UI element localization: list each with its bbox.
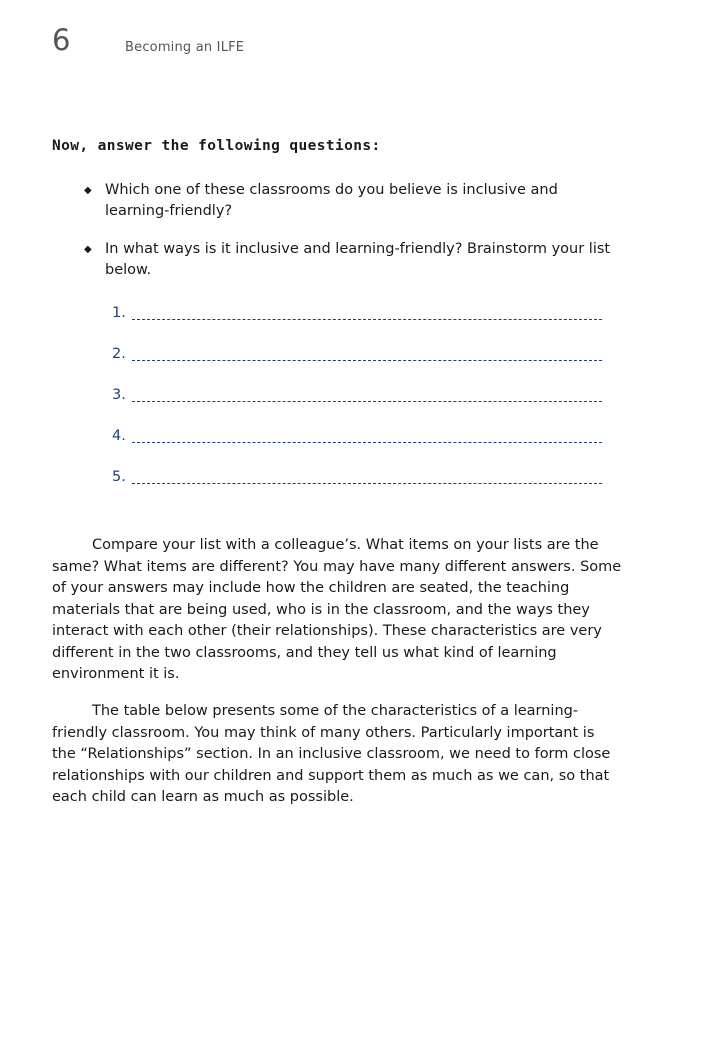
answer-blank (132, 442, 602, 443)
body-paragraph (52, 701, 622, 809)
section-heading: Now, answer the following questions: (52, 138, 381, 154)
page-number: 6 (52, 23, 71, 57)
question-list (84, 180, 624, 298)
paragraph-text: Compare your list with a colleague’s. What items on your lists are the same? What items are different? You may have many different answers. Some of your answers may include how the children are seated, the teaching materials that are being used, who is in the classroom, and the ways they interact with each other (their relationships). These characteristics are very different in the two classrooms, and they tell us what kind of learning environment it is. (52, 537, 622, 682)
question-text: Which one of these classrooms do you believe is inclusive and learning-friendly? (105, 182, 558, 219)
answer-blank (132, 401, 602, 402)
answer-number: 5. (112, 469, 126, 485)
answer-line (112, 426, 602, 446)
question-text: In what ways is it inclusive and learning-friendly? Brainstorm your list below. (105, 241, 611, 278)
answer-number: 2. (112, 346, 126, 362)
answer-line (112, 303, 602, 323)
body-paragraph (52, 535, 622, 686)
answer-number: 4. (112, 428, 126, 444)
diamond-bullet-icon: ◆ (84, 244, 92, 255)
answer-lines (112, 303, 602, 508)
answer-line (112, 467, 602, 487)
answer-blank (132, 319, 602, 320)
answer-number: 3. (112, 387, 126, 403)
question-item (84, 180, 624, 222)
diamond-bullet-icon: ◆ (84, 185, 92, 196)
answer-blank (132, 360, 602, 361)
running-title: Becoming an ILFE (125, 40, 245, 55)
answer-line (112, 344, 602, 364)
question-item (84, 239, 624, 281)
paragraph-text: The table below presents some of the characteristics of a learning-friendly classroom. You may think of many others. Particularly important is the “Relationships” section. In an inclusive classroom, we need to form close relationships with our children and support them as much as we can, so that each child can learn as much as possible. (52, 703, 611, 805)
answer-number: 1. (112, 305, 126, 321)
answer-blank (132, 483, 602, 484)
answer-line (112, 385, 602, 405)
